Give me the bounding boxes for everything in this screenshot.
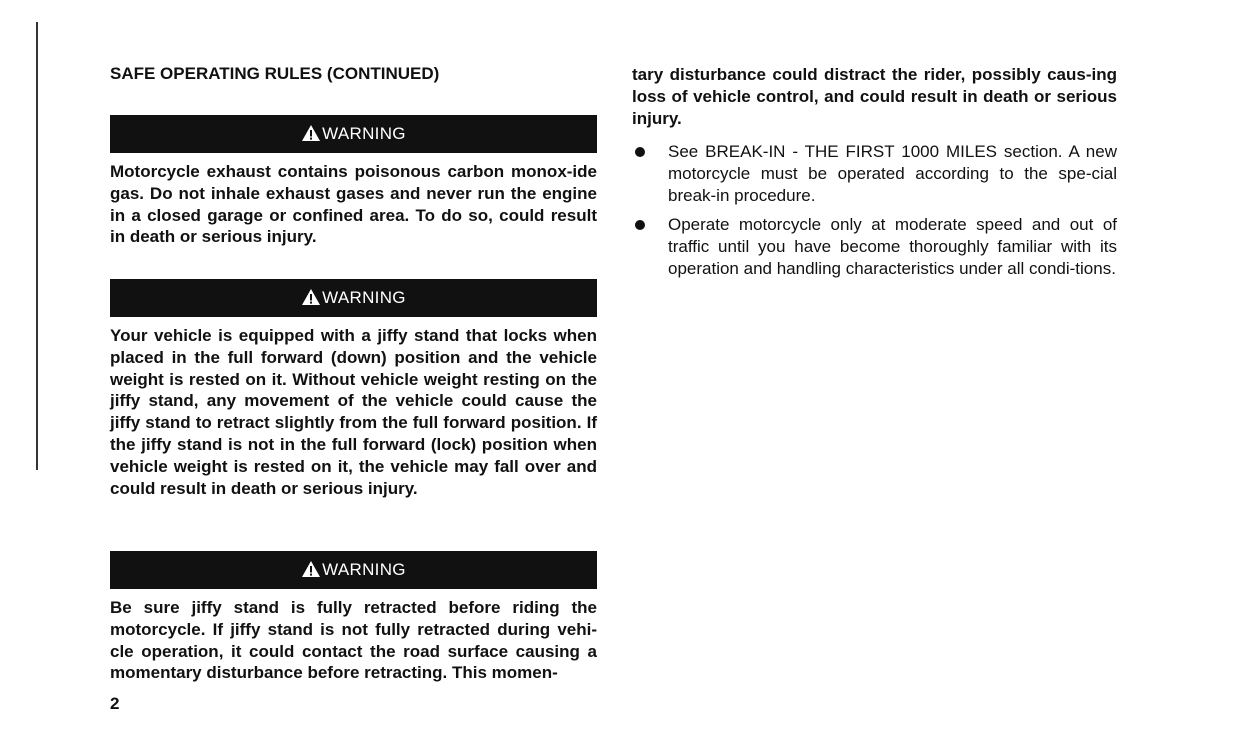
safety-bullet-list xyxy=(632,141,1117,280)
warning-triangle-icon xyxy=(301,124,321,142)
binding-margin-line xyxy=(36,22,38,470)
warning-label-1: WARNING xyxy=(322,124,406,143)
warning-banner-1 xyxy=(110,115,597,153)
warning-text-2: Your vehicle is equipped with a jiffy stand that locks when placed in the full forward (down) position and the vehicle weight is rested on it. Without vehicle weight resting on the jiffy stand, any movement of the vehicle could cause the jiffy stand to retract slightly from the full forward position. If the jiffy stand is not in the full forward (lock) position when vehicle weight is rested on it, the vehicle may fall over and could result in death or serious injury. xyxy=(110,326,597,498)
section-heading: SAFE OPERATING RULES (CONTINUED) xyxy=(110,64,440,83)
warning-triangle-icon xyxy=(301,288,321,306)
list-item xyxy=(632,214,1117,279)
warning-label-2: WARNING xyxy=(322,288,406,307)
warning-banner-2 xyxy=(110,279,597,317)
continued-warning-text: tary disturbance could distract the rider, possibly caus-ing loss of vehicle control, and could result in death or serious injury. xyxy=(632,65,1117,128)
warning-label-3: WARNING xyxy=(322,560,406,579)
bullet-text: Operate motorcycle only at moderate speed and out of traffic until you have become thoroughly familiar with its operation and handling characteristics under all condi-tions. xyxy=(668,215,1117,278)
bullet-text: See BREAK-IN - THE FIRST 1000 MILES section. A new motorcycle must be operated according to the spe-cial break-in procedure. xyxy=(668,142,1117,205)
warning-text-3: Be sure jiffy stand is fully retracted before riding the motorcycle. If jiffy stand is not fully retracted during vehi-cle operation, it could contact the road surface causing a momentary disturbance before retracting. This momen- xyxy=(110,598,597,683)
bullet-dot-icon xyxy=(635,147,645,157)
warning-triangle-icon xyxy=(301,560,321,578)
list-item xyxy=(632,141,1117,206)
warning-text-1: Motorcycle exhaust contains poisonous carbon monox-ide gas. Do not inhale exhaust gases and never run the engine in a closed garage or confined area. To do so, could result in death or serious injury. xyxy=(110,162,597,247)
page-number: 2 xyxy=(110,694,120,713)
warning-banner-3 xyxy=(110,551,597,589)
bullet-dot-icon xyxy=(635,220,645,230)
